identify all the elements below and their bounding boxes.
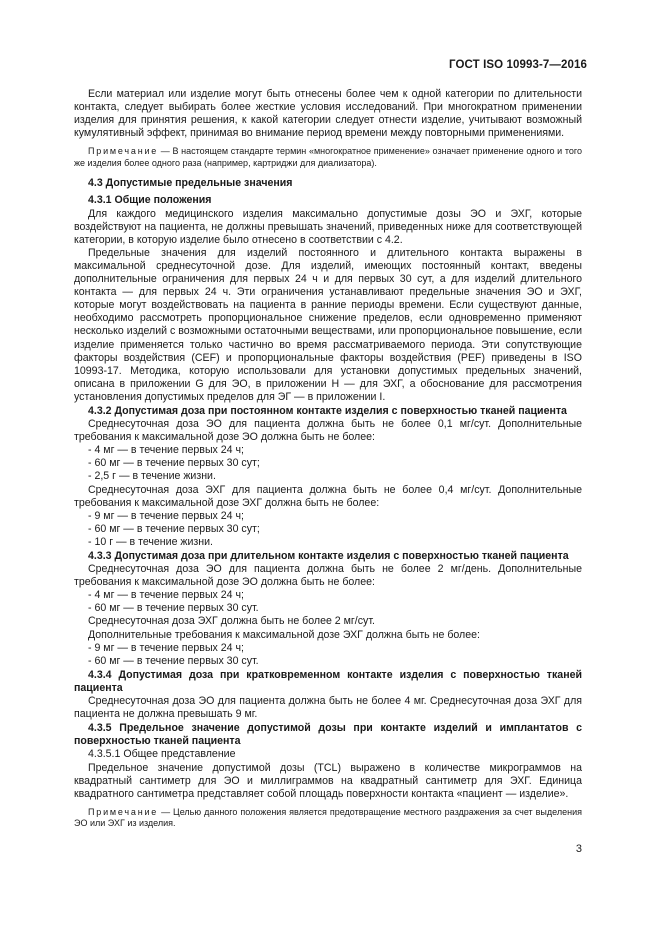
body-paragraph: Если материал или изделие могут быть отнесены более чем к одной категории по длительности контакта, следует выбирать более жесткие условия исследований. При многократном применении изделия для принятия решения, к какой категории следует отнести изделие, учитывают возможный кумулятивный эффект, принимая во внимание период времени между повторными применениями. — [74, 88, 582, 140]
list-item: - 60 мг — в течение первых 30 сут; — [88, 522, 260, 535]
page-body — [74, 88, 582, 838]
list-item: Дополнительные требования к максимальной дозе ЭХГ должна быть не более: — [88, 628, 480, 641]
body-paragraph: Для каждого медицинского изделия максимально допустимые дозы ЭО и ЭХГ, которые воздействуют на пациента, не должны превышать значений, приведенных ниже для соответствующей категории, в которую изделие было отнесено в соответствии с 4.2. — [74, 207, 582, 246]
subsection-heading: 4.3.1 Общие положения — [88, 194, 212, 207]
body-paragraph: Среднесуточная доза ЭО для пациента должна быть не более 4 мг. Среднесуточная доза ЭХГ для пациента не должна превышать 9 мг. — [74, 695, 582, 721]
list-item: - 4 мг — в течение первых 24 ч; — [88, 444, 244, 457]
body-paragraph: Среднесуточная доза ЭО для пациента должна быть не более 0,1 мг/сут. Дополнительные требования к максимальной дозе ЭО должна быть не более: — [74, 418, 582, 444]
standard-designation: ГОСТ ISO 10993-7—2016 — [449, 59, 587, 71]
list-item: - 10 г — в течение жизни. — [88, 535, 213, 548]
note-paragraph — [74, 146, 582, 169]
subsection-heading: 4.3.2 Допустимая доза при постоянном контакте изделия с поверхностью тканей пациента — [88, 404, 567, 417]
section-heading: 4.3 Допустимые предельные значения — [88, 177, 293, 190]
note-text: — В настоящем стандарте термин «многократное применение» означает применение одного и того же изделия более одного раза (например, картриджи для диализатора). — [74, 146, 582, 168]
list-item: - 60 мг — в течение первых 30 сут. — [88, 602, 259, 615]
page-number: 3 — [575, 843, 582, 855]
list-item: - 9 мг — в течение первых 24 ч; — [88, 509, 244, 522]
list-item: - 9 мг — в течение первых 24 ч; — [88, 641, 244, 654]
list-item: - 60 мг — в течение первых 30 сут. — [88, 654, 259, 667]
list-item: - 60 мг — в течение первых 30 сут; — [88, 457, 260, 470]
body-paragraph: Среднесуточная доза ЭХГ для пациента должна быть не более 0,4 мг/сут. Дополнительные требования к максимальной дозе ЭХГ должна быть не более: — [74, 483, 582, 509]
note-label: Примечание — [88, 806, 159, 817]
body-paragraph: Предельные значения для изделий постоянного и длительного контакта выражены в максимальной среднесуточной дозе. Для изделий, имеющих постоянный контакт, введены дополнительные ограничения для первых 24 ч и для первых 30 сут, а для изделий длительного контакта — для первых 24 ч. Эти ограничения устанавливают предельные значения ЭО и ЭХГ, которые могут воздействовать на пациента в ранние периоды времени. Если существуют данные, необходимо рассмотреть пропорциональное снижение пределов, если одновременно применяют несколько изделий с возможными остаточными веществами, или пропорциональное повышение, если изделие применяется только частично во время рассматриваемого периода. Эти сопутствующие факторы воздействия (CEF) и пропорциональные факторы воздействия (PEF) приведены в ISO 10993-17. Методика, которую использовали для установки допустимых предельных значений, описана в приложении G для ЭО, в приложении H — для ЭХГ, а обоснование для рассмотрения установления допустимых пределов для ЭГ — в приложении I. — [74, 246, 582, 403]
list-item: Среднесуточная доза ЭХГ должна быть не более 2 мг/сут. — [88, 615, 375, 628]
list-item: - 2,5 г — в течение жизни. — [88, 470, 216, 483]
note-text: — Целью данного положения является предотвращение местного раздражения за счет выделения ЭО или ЭХГ из изделия. — [74, 806, 582, 829]
list-item: - 4 мг — в течение первых 24 ч; — [88, 589, 244, 602]
body-paragraph: Среднесуточная доза ЭО для пациента должна быть не более 2 мг/день. Дополнительные требования к максимальной дозе ЭО должна быть не более: — [74, 563, 582, 589]
subsection-heading: 4.3.3 Допустимая доза при длительном контакте изделия с поверхностью тканей пациента — [88, 550, 569, 562]
body-paragraph: Предельное значение допустимой дозы (TCL) выражено в количестве микрограммов на квадратный сантиметр для ЭО и миллиграммов на квадратный сантиметр для ЭХГ. Единица квадратного сантиметра представляет собой площадь поверхности контакта «пациент — изделие». — [74, 761, 582, 800]
list-item: 4.3.5.1 Общее представление — [88, 748, 236, 761]
note-label: Примечание — [88, 146, 159, 157]
note-paragraph — [74, 807, 582, 830]
subsection-heading: 4.3.5 Предельное значение допустимой дозы при контакте изделий и имплантатов с поверхностью тканей пациента — [74, 722, 582, 748]
subsection-heading: 4.3.4 Допустимая доза при кратковременном контакте изделия с поверхностью тканей пациента — [74, 668, 582, 694]
